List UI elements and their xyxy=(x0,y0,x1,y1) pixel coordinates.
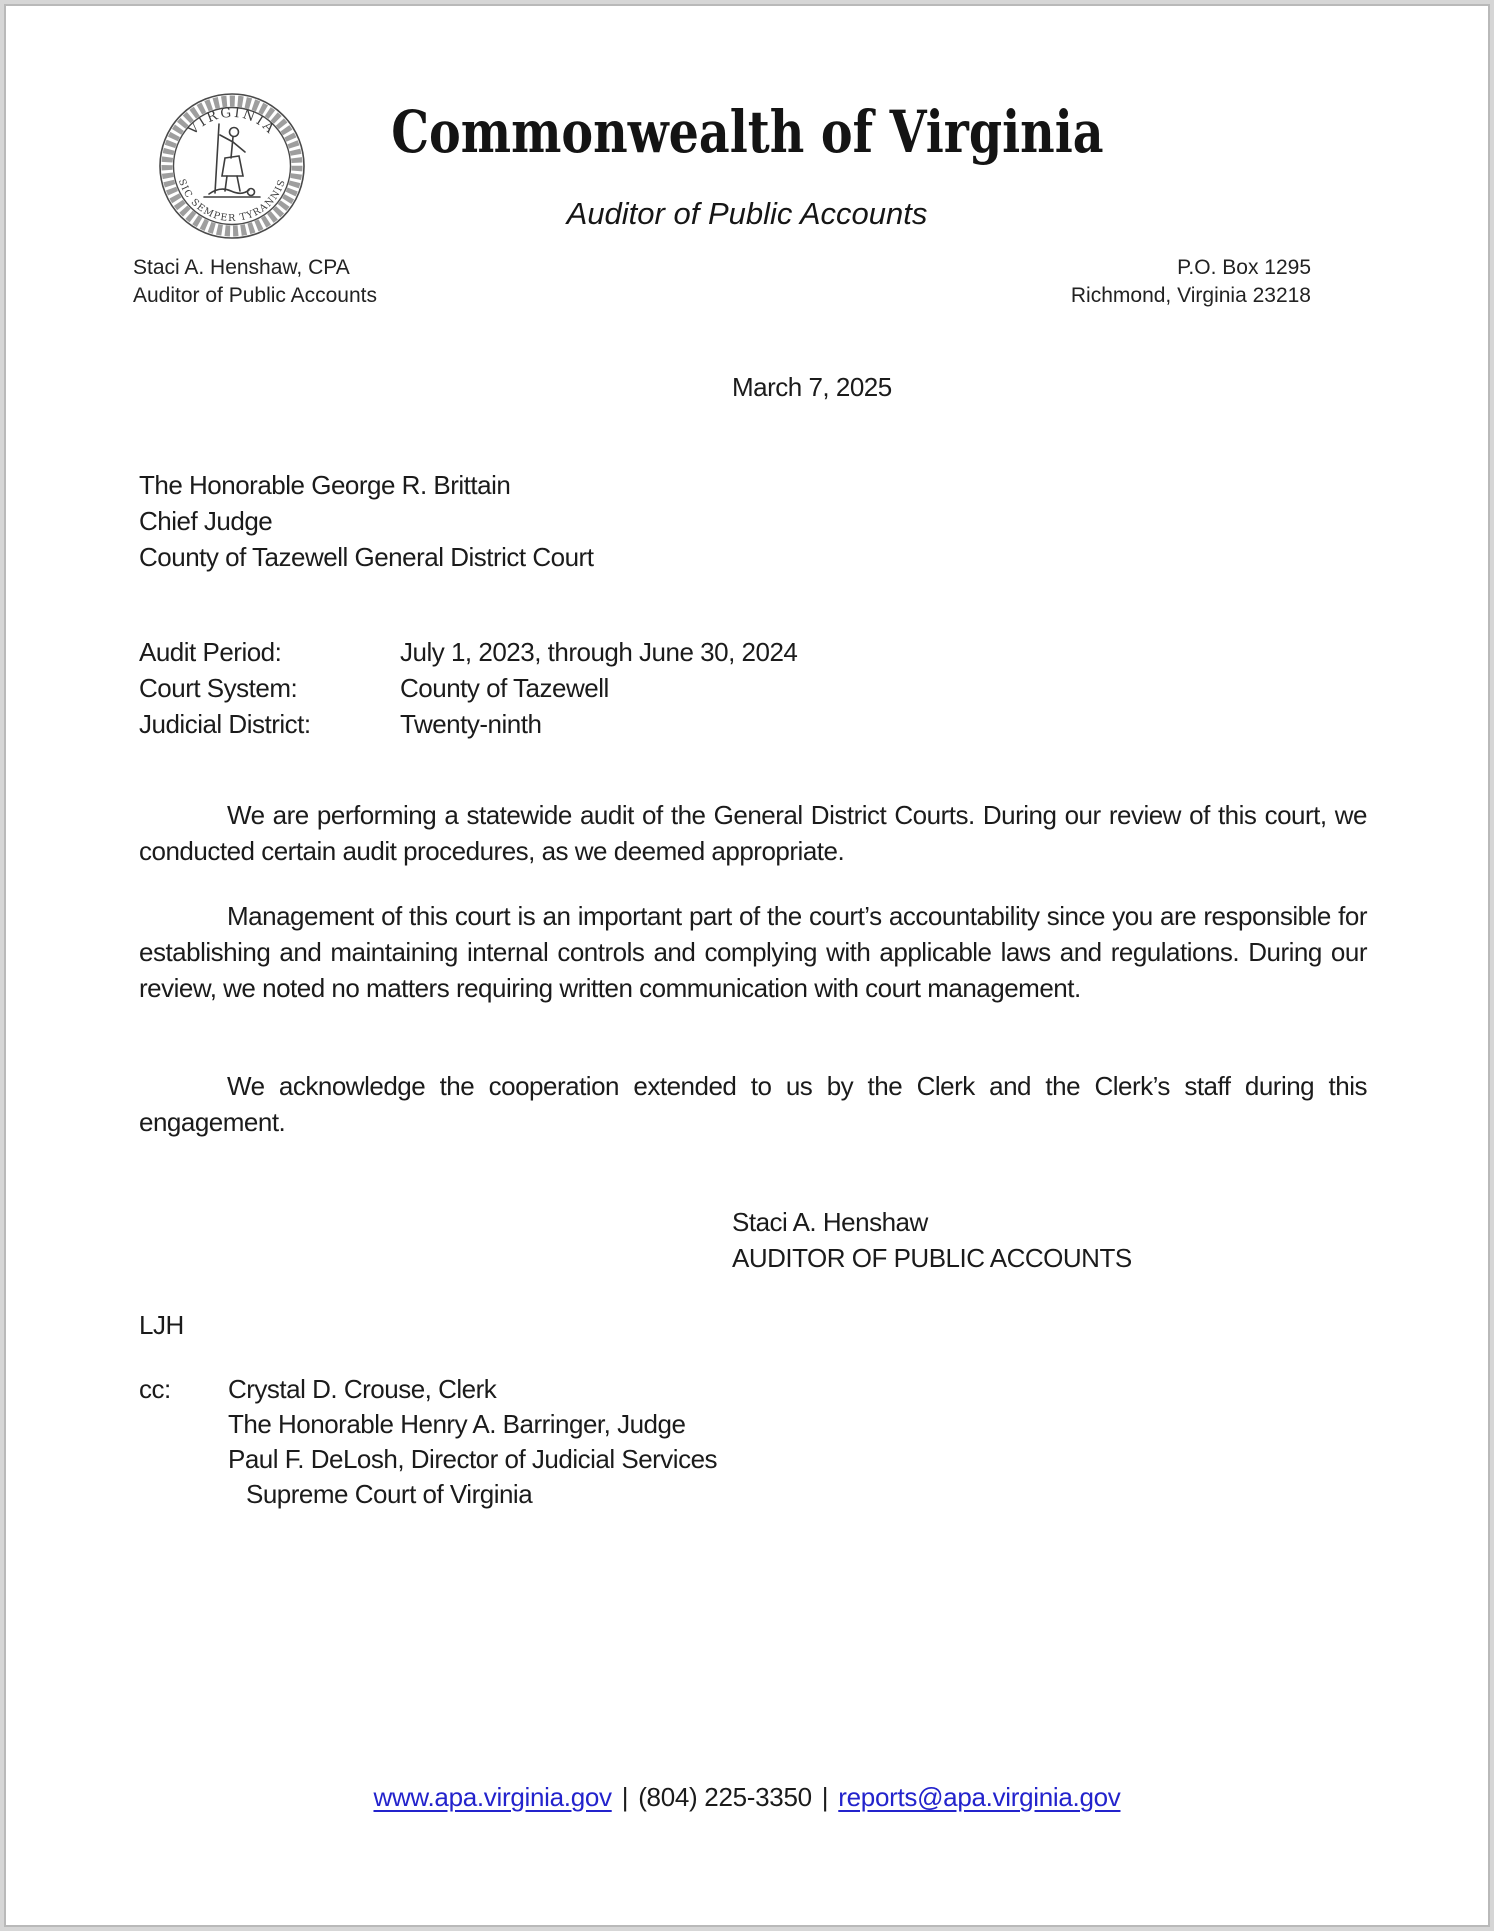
footer-separator: | xyxy=(621,1782,629,1812)
letter-page xyxy=(4,4,1490,1927)
letter-footer xyxy=(6,1782,1488,1813)
cc-name: Supreme Court of Virginia xyxy=(246,1479,533,1509)
recipient-title: Chief Judge xyxy=(139,506,273,536)
email-link[interactable]: reports@apa.virginia.gov xyxy=(838,1782,1121,1812)
cc-name: Crystal D. Crouse, Clerk xyxy=(228,1374,497,1404)
body-paragraph-1: We are performing a statewide audit of the General District Courts. During our review of this court, we conducted certain audit procedures, as we deemed appropriate. xyxy=(139,800,1367,866)
audit-details xyxy=(139,634,797,742)
signature-name: Staci A. Henshaw xyxy=(732,1207,928,1237)
recipient-name: The Honorable George R. Brittain xyxy=(139,470,511,500)
detail-value: July 1, 2023, through June 30, 2024 xyxy=(400,637,798,667)
detail-row xyxy=(139,706,797,742)
letterhead-title: Commonwealth of Virginia xyxy=(390,98,1104,166)
signature-title: AUDITOR OF PUBLIC ACCOUNTS xyxy=(732,1243,1132,1273)
detail-value: County of Tazewell xyxy=(400,673,609,703)
detail-label: Judicial District: xyxy=(139,709,311,739)
address-line2: Richmond, Virginia 23218 xyxy=(1070,284,1311,307)
detail-row xyxy=(139,670,797,706)
website-link[interactable]: www.apa.virginia.gov xyxy=(373,1782,612,1812)
detail-label: Audit Period: xyxy=(139,637,282,667)
recipient-court: County of Tazewell General District Court xyxy=(139,542,594,572)
recipient-block xyxy=(139,467,593,575)
body-paragraph-2: Management of this court is an important part of the court’s accountability since you are responsible for establishing and maintaining internal controls and complying with applicable laws and regulations. During our review, we noted no matters requiring written communication with court management. xyxy=(139,901,1367,1003)
cc-label: cc: xyxy=(139,1374,171,1404)
typist-initials: LJH xyxy=(139,1310,184,1340)
detail-label: Court System: xyxy=(139,673,298,703)
address-line1: P.O. Box 1295 xyxy=(1177,256,1311,279)
letter-date: March 7, 2025 xyxy=(732,372,892,402)
seal-bottom-text: SIC SEMPER TYRANNIS xyxy=(175,177,289,224)
official-title: Auditor of Public Accounts xyxy=(133,284,377,307)
cc-name: The Honorable Henry A. Barringer, Judge xyxy=(228,1409,686,1439)
body-paragraph-3: We acknowledge the cooperation extended to us by the Clerk and the Clerk’s staff during this engagement. xyxy=(139,1071,1367,1137)
detail-row xyxy=(139,634,797,670)
seal-top-text: VIRGINIA xyxy=(184,104,280,139)
official-block xyxy=(133,254,377,310)
footer-separator: | xyxy=(821,1782,829,1812)
cc-block xyxy=(139,1372,717,1512)
cc-name: Paul F. DeLosh, Director of Judicial Services xyxy=(228,1444,718,1474)
official-name: Staci A. Henshaw, CPA xyxy=(133,256,350,279)
letterhead-subtitle: Auditor of Public Accounts xyxy=(566,196,928,231)
address-block xyxy=(1071,254,1311,310)
detail-value: Twenty-ninth xyxy=(400,709,542,739)
signature-block xyxy=(732,1204,1132,1276)
phone-number: (804) 225-3350 xyxy=(638,1782,812,1812)
